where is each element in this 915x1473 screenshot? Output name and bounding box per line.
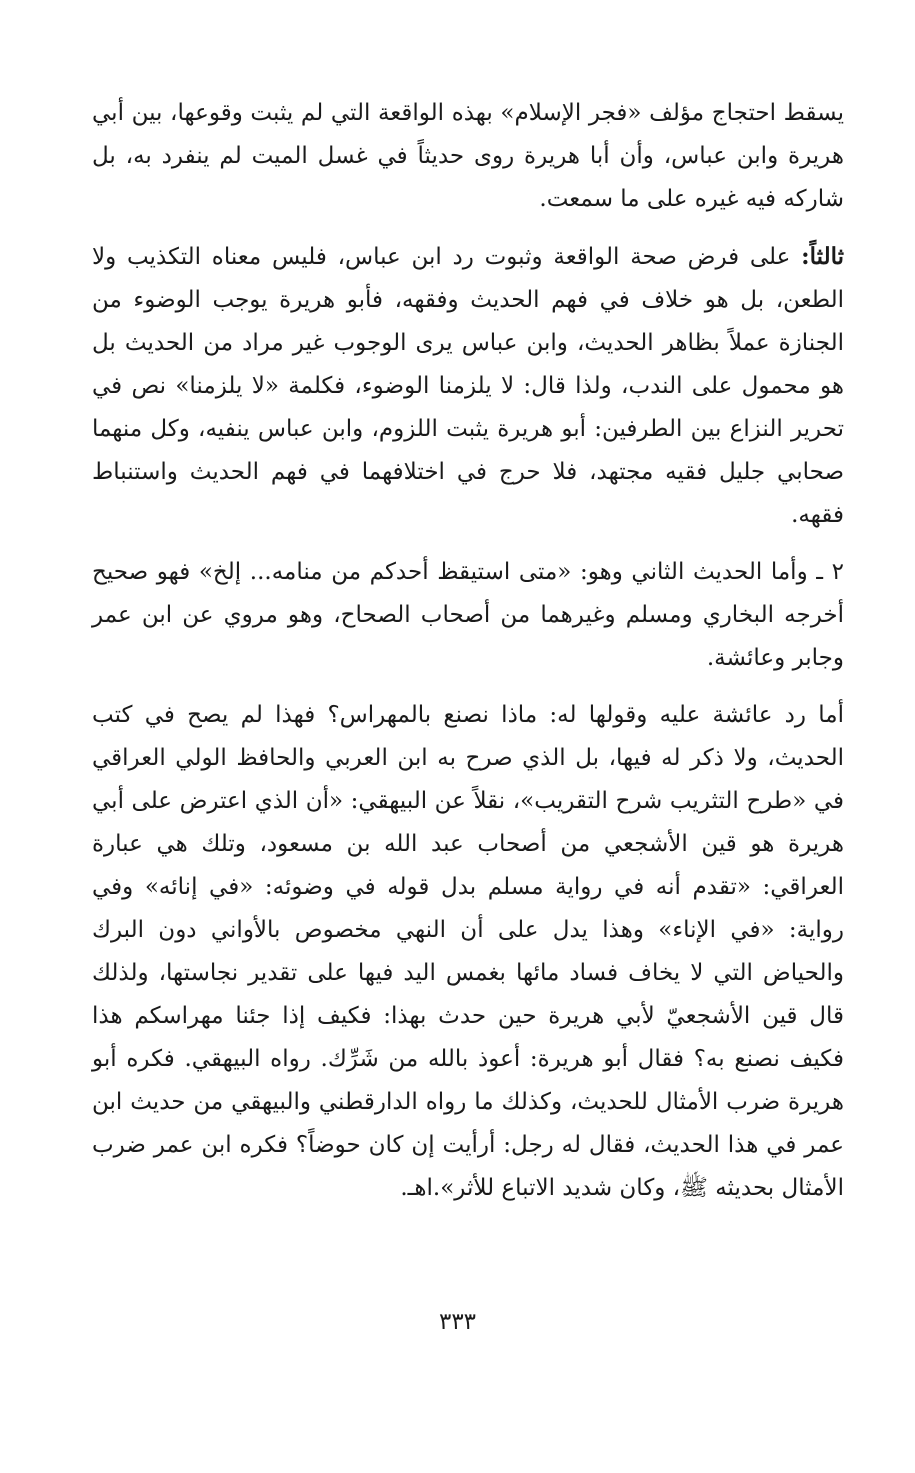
paragraph-4 — [92, 694, 844, 1210]
paragraph-3 — [92, 551, 844, 680]
paragraph-1 — [92, 92, 844, 221]
page-body — [92, 92, 844, 1224]
paragraph-2 — [92, 235, 844, 537]
paragraph-4-text: أما رد عائشة عليه وقولها له: ماذا نصنع بالمهراس؟ فهذا لم يصح في كتب الحديث، ولا ذكر له فيها، بل الذي صرح به ابن العربي والحافظ الولي العراقي في «طرح التثريب شرح التقريب»، نقلاً عن البيهقي: «أن الذي اعترض على أبي هريرة هو قين الأشجعي من أصحاب عبد الله بن مسعود، وتلك هي عبارة العراقي: «تقدم أنه في رواية مسلم بدل قوله في وضوئه: «في إنائه» وفي رواية: «في الإناء» وهذا يدل على أن النهي مخصوص بالأواني دون البرك والحياض التي لا يخاف فساد مائها بغمس اليد فيها على تقدير نجاستها، ولذلك قال قين الأشجعيّ لأبي هريرة حين حدث بهذا: فكيف إذا جئنا مهراسكم هذا فكيف نصنع به؟ فقال أبو هريرة: أعوذ بالله من شَرِّك. رواه البيهقي. فكره أبو هريرة ضرب الأمثال للحديث، وكذلك ما رواه الدارقطني والبيهقي من حديث ابن عمر في هذا الحديث، فقال له رجل: أرأيت إن كان حوضاً؟ فكره ابن عمر ضرب الأمثال بحديثه ﷺ، وكان شديد الاتباع للأثر».اهـ. — [92, 702, 844, 1201]
paragraph-1-text: يسقط احتجاج مؤلف «فجر الإسلام» بهذه الواقعة التي لم يثبت وقوعها، بين أبي هريرة وابن عباس، وأن أبا هريرة روى حديثاً في غسل الميت لم ينفرد به، بل شاركه فيه غيره على ما سمعت. — [92, 100, 844, 212]
page-number: ٣٣٣ — [438, 1309, 477, 1335]
paragraph-3-text: ٢ ـ وأما الحديث الثاني وهو: «متى استيقظ أحدكم من منامه... إلخ» فهو صحيح أخرجه البخاري ومسلم وغيرهما من أصحاب الصحاح، وهو مروي عن ابن عمر وجابر وعائشة. — [92, 559, 844, 671]
paragraph-2-text: على فرض صحة الواقعة وثبوت رد ابن عباس، فليس معناه التكذيب ولا الطعن، بل هو خلاف في فهم الحديث وفقهه، فأبو هريرة يوجب الوضوء من الجنازة عملاً بظاهر الحديث، وابن عباس يرى الوجوب غير مراد من الحديث بل هو محمول على الندب، ولذا قال: لا يلزمنا الوضوء، فكلمة «لا يلزمنا» نص في تحرير النزاع بين الطرفين: أبو هريرة يثبت اللزوم، وابن عباس ينفيه، وكل منهما صحابي جليل فقيه مجتهد، فلا حرج في اختلافهما في فهم الحديث واستنباط فقهه. — [92, 244, 844, 528]
paragraph-2-heading: ثالثاً: — [801, 243, 844, 270]
